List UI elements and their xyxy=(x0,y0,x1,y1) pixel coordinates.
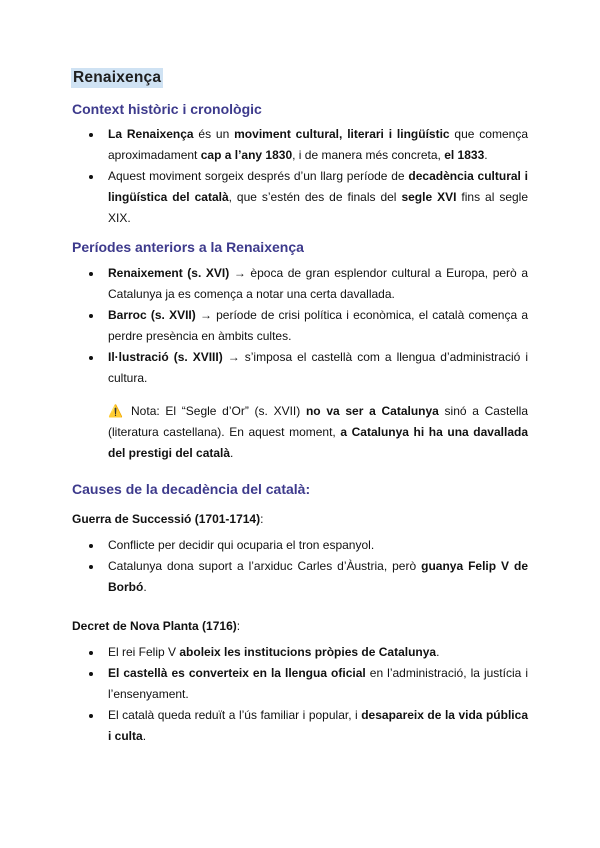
subheading-decret-label: Decret de Nova Planta (1716) xyxy=(72,619,237,633)
list-item xyxy=(72,124,528,166)
text-run: → s’imposa el castellà com a llengua d’administració i cultura. xyxy=(108,350,528,385)
list-item xyxy=(72,556,528,598)
text-run: , que s’estén des de finals del xyxy=(228,190,402,204)
bold-text: desapareix de la vida pública i culta xyxy=(108,708,528,743)
bold-text: aboleix les institucions pròpies de Catalunya xyxy=(179,645,437,659)
list-item xyxy=(72,642,528,663)
text-run: Conflicte per decidir qui ocuparia el tron espanyol. xyxy=(108,538,375,552)
text-run: Catalunya dona suport a l’arxiduc Carles d’Àustria, però xyxy=(108,559,422,573)
bold-text: segle XVI xyxy=(401,190,457,204)
subheading-decret xyxy=(72,616,528,636)
warning-icon: ⚠️ xyxy=(108,404,126,418)
text-run: . xyxy=(436,645,440,659)
text-run: Nota: El “Segle d’Or” (s. XVII) xyxy=(125,404,306,418)
document-page xyxy=(72,68,528,747)
bold-text: Il·lustració (s. XVIII) xyxy=(108,350,223,364)
list-item xyxy=(72,535,528,556)
text-run: . xyxy=(230,446,234,460)
bold-text: decadència cultural i lingüística del català xyxy=(108,169,528,204)
bold-text: moviment cultural, literari i lingüístic xyxy=(234,127,450,141)
decret-list xyxy=(72,642,528,747)
section-heading-periodes: Períodes anteriors a la Renaixença xyxy=(72,239,304,255)
subheading-guerra xyxy=(72,509,528,529)
text-run: El català queda reduït a l’ús familiar i popular, i xyxy=(108,708,362,722)
section-heading-causes: Causes de la decadència del català: xyxy=(72,481,311,497)
periodes-list xyxy=(72,263,528,389)
bold-text: no va ser a Catalunya xyxy=(305,404,439,418)
text-run: → període de crisi política i econòmica, el català comença a perdre presència en àmbits cultes. xyxy=(108,308,529,343)
list-item xyxy=(72,347,528,389)
subheading-guerra-suffix: : xyxy=(260,512,264,526)
text-run: → època de gran esplendor cultural a Europa, però a Catalunya ja es comença a notar una certa davallada. xyxy=(108,266,528,301)
note-text xyxy=(108,404,528,460)
text-run: , i de manera més concreta, xyxy=(292,148,445,162)
bold-text: Renaixement (s. XVI) xyxy=(108,266,230,280)
list-item xyxy=(72,166,528,229)
subheading-guerra-label: Guerra de Successió (1701-1714) xyxy=(72,512,261,526)
list-item xyxy=(72,663,528,705)
list-item xyxy=(72,705,528,747)
text-run: que comença aproximadament xyxy=(108,127,528,162)
text-run: . xyxy=(143,580,147,594)
text-run: sinó a Castella (literatura castellana). En aquest moment, xyxy=(108,404,528,439)
text-run: en l’administració, la justícia i l’ensenyament. xyxy=(108,666,528,701)
guerra-list xyxy=(72,535,528,598)
note-paragraph xyxy=(108,401,528,464)
bold-text: cap a l’any 1830 xyxy=(200,148,293,162)
text-run: . xyxy=(142,729,147,743)
text-run: Aquest moviment sorgeix després d’un llarg període de xyxy=(108,169,409,183)
context-list xyxy=(72,124,528,229)
bold-text: La Renaixença xyxy=(108,127,194,141)
text-run: . xyxy=(484,148,488,162)
text-run: és un xyxy=(193,127,235,141)
section-heading-context: Context històric i cronològic xyxy=(72,101,262,117)
bold-text: Barroc (s. XVII) xyxy=(108,308,196,322)
bold-text: guanya Felip V de Borbó xyxy=(108,559,528,594)
bold-text: el 1833 xyxy=(444,148,485,162)
list-item xyxy=(72,305,528,347)
text-run: fins al segle XIX. xyxy=(108,190,529,225)
subheading-decret-suffix: : xyxy=(236,619,241,633)
document-title: Renaixença xyxy=(73,69,162,86)
bold-text: a Catalunya hi ha una davallada del prestigi del català xyxy=(108,425,528,460)
bold-text: El castellà es converteix en la llengua oficial xyxy=(108,666,366,680)
list-item xyxy=(72,263,528,305)
text-run: El rei Felip V xyxy=(108,645,180,659)
